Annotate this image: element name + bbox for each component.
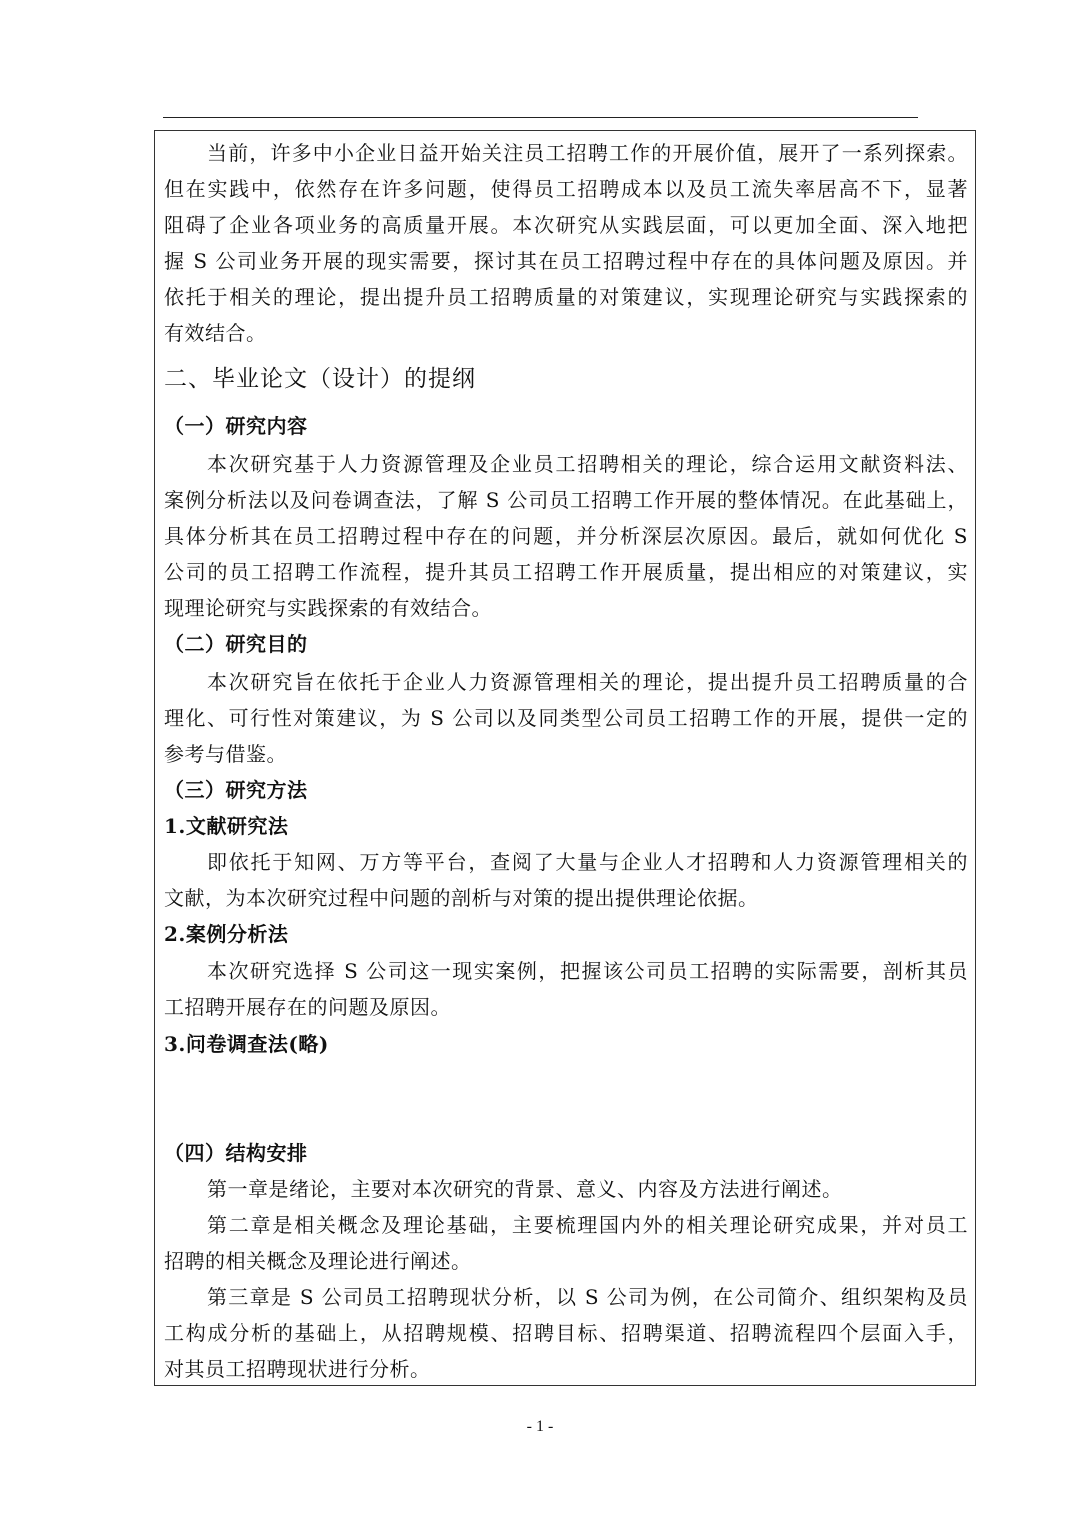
- paragraph-line: 本次研究基于人力资源管理及企业员工招聘相关的理论，综合运用文献资料法、: [207, 452, 968, 476]
- paragraph-line: 案例分析法以及问卷调查法，了解 S 公司员工招聘工作开展的整体情况。在此基础上，: [164, 488, 968, 512]
- method-title: 2.案例分析法: [164, 922, 289, 946]
- paragraph-line: 对其员工招聘现状进行分析。: [164, 1357, 431, 1381]
- paragraph-line: 文献，为本次研究过程中问题的剖析与对策的提出提供理论依据。: [164, 886, 759, 910]
- paragraph-line: 公司的员工招聘工作流程，提升其员工招聘工作开展质量，提出相应的对策建议，实: [164, 560, 968, 584]
- page-number: - 1 -: [526, 1418, 554, 1435]
- paragraph-line: 参考与借鉴。: [164, 742, 287, 766]
- paragraph-line: 有效结合。: [164, 321, 267, 345]
- subsection-heading: （三）研究方法: [164, 778, 308, 802]
- paragraph-line: 第二章是相关概念及理论基础，主要梳理国内外的相关理论研究成果，并对员工: [207, 1213, 968, 1237]
- paragraph-line: 依托于相关的理论，提出提升员工招聘质量的对策建议，实现理论研究与实践探索的: [164, 285, 968, 309]
- paragraph-line: 招聘的相关概念及理论进行阐述。: [164, 1249, 472, 1273]
- method-title: 1.文献研究法: [164, 814, 289, 838]
- paragraph-line: 现理论研究与实践探索的有效结合。: [164, 596, 492, 620]
- header-rule: [163, 117, 918, 118]
- paragraph-line: 具体分析其在员工招聘过程中存在的问题，并分析深层次原因。最后，就如何优化 S: [164, 524, 968, 548]
- paragraph-line: 第一章是绪论，主要对本次研究的背景、意义、内容及方法进行阐述。: [207, 1177, 843, 1201]
- paragraph-line: 即依托于知网、万方等平台，查阅了大量与企业人才招聘和人力资源管理相关的: [207, 850, 968, 874]
- paragraph-line: 第三章是 S 公司员工招聘现状分析，以 S 公司为例，在公司简介、组织架构及员: [207, 1285, 968, 1309]
- paragraph-line: 握 S 公司业务开展的现实需要，探讨其在员工招聘过程中存在的具体问题及原因。并: [164, 249, 968, 273]
- paragraph-line: 但在实践中，依然存在许多问题，使得员工招聘成本以及员工流失率居高不下，显著: [164, 177, 968, 201]
- subsection-heading: （二）研究目的: [164, 632, 308, 656]
- subsection-heading: （四）结构安排: [164, 1141, 308, 1165]
- paragraph-line: 阻碍了企业各项业务的高质量开展。本次研究从实践层面，可以更加全面、深入地把: [164, 213, 968, 237]
- paragraph-line: 理化、可行性对策建议，为 S 公司以及同类型公司员工招聘工作的开展，提供一定的: [164, 706, 968, 730]
- paragraph-line: 当前，许多中小企业日益开始关注员工招聘工作的开展价值，展开了一系列探索。: [207, 141, 968, 165]
- subsection-heading: （一）研究内容: [164, 414, 308, 438]
- paragraph-line: 工构成分析的基础上，从招聘规模、招聘目标、招聘渠道、招聘流程四个层面入手，: [164, 1321, 968, 1345]
- paragraph-line: 本次研究选择 S 公司这一现实案例，把握该公司员工招聘的实际需要，剖析其员: [207, 959, 968, 983]
- method-title: 3.问卷调查法(略): [164, 1032, 329, 1056]
- paragraph-line: 本次研究旨在依托于企业人力资源管理相关的理论，提出提升员工招聘质量的合: [207, 670, 968, 694]
- paragraph-line: 工招聘开展存在的问题及原因。: [164, 995, 451, 1019]
- section-title: 二、毕业论文（设计）的提纲: [164, 366, 476, 392]
